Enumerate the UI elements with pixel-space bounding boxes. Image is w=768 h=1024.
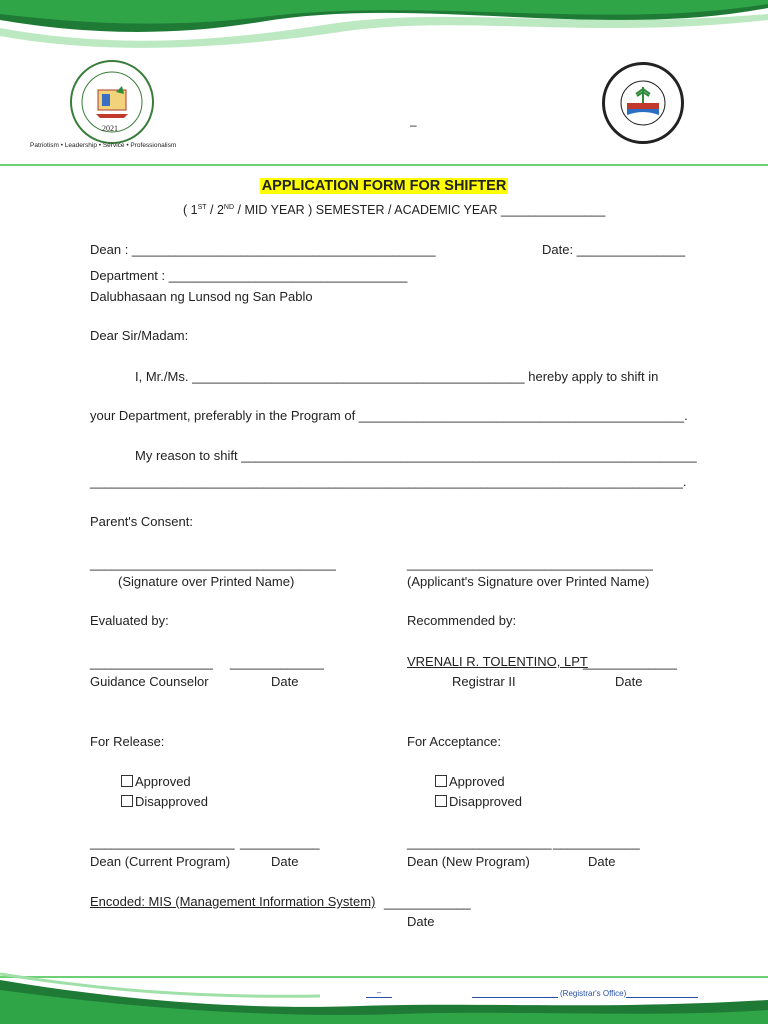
- apply-suffix: hereby apply to shift in: [524, 369, 659, 384]
- acceptance-approved-checkbox[interactable]: [435, 775, 447, 787]
- dean-new-date-line[interactable]: ____________: [553, 835, 640, 850]
- footer-office: (Registrar's Office): [560, 989, 627, 998]
- acceptance-disapproved-option[interactable]: [435, 794, 522, 809]
- semester-line: [183, 203, 605, 217]
- release-disapproved-option[interactable]: [121, 794, 208, 809]
- title-row: [0, 178, 768, 194]
- reason-row: [135, 448, 697, 463]
- guidance-date-caption: Date: [271, 674, 299, 689]
- dean-current-signature-line[interactable]: ____________________: [90, 835, 235, 850]
- release-approved-label: Approved: [135, 774, 191, 789]
- applicant-signature-caption: (Applicant's Signature over Printed Name): [407, 574, 650, 589]
- program-row: [90, 408, 688, 423]
- registrar-title: Registrar II: [452, 674, 516, 689]
- sem-rest: / MID YEAR ) SEMESTER / ACADEMIC YEAR _______________: [234, 203, 606, 217]
- encoded-by-label: Encoded: MIS (Management Information System): [90, 894, 376, 909]
- department-label: Department :: [90, 268, 169, 283]
- school-name: Dalubhasaan ng Lunsod ng San Pablo: [90, 289, 313, 304]
- reason-field[interactable]: _______________________________________________________________: [241, 448, 697, 463]
- salutation: Dear Sir/Madam:: [90, 328, 189, 343]
- dean-new-signature-line[interactable]: ____________________: [407, 835, 552, 850]
- date-row: [542, 242, 685, 257]
- sem-st: ST: [197, 203, 207, 211]
- header-separator: [0, 164, 768, 166]
- sem-nd: ND: [223, 203, 235, 211]
- city-seal-emblem: [605, 65, 681, 141]
- reason-field-2[interactable]: __________________________________________________________________________________.: [90, 474, 687, 489]
- dean-row: [90, 242, 436, 257]
- footer-mark: –: [366, 988, 392, 998]
- acceptance-approved-label: Approved: [449, 774, 505, 789]
- dean-new-date-caption: Date: [588, 854, 616, 869]
- department-row: [90, 268, 407, 283]
- city-seal: [602, 62, 684, 144]
- motto: Patriotism • Leadership • Service • Professionalism: [30, 142, 177, 149]
- dean-new-caption: Dean (New Program): [407, 854, 530, 869]
- apply-row: [135, 369, 658, 384]
- program-prefix: your Department, preferably in the Program of: [90, 408, 359, 423]
- for-acceptance-label: For Acceptance:: [407, 734, 501, 749]
- release-approved-option[interactable]: [121, 774, 191, 789]
- guidance-date-line[interactable]: _____________: [230, 655, 324, 670]
- dean-current-date-line[interactable]: ___________: [240, 835, 320, 850]
- sem-open: ( 1: [183, 203, 198, 217]
- guidance-signature-line[interactable]: _________________: [90, 655, 213, 670]
- for-release-label: For Release:: [90, 734, 165, 749]
- registrar-name: VRENALI R. TOLENTINO, LPT: [407, 654, 588, 669]
- header-center-mark: –: [410, 118, 417, 132]
- recommended-by-label: Recommended by:: [407, 613, 517, 628]
- parent-signature-caption: (Signature over Printed Name): [118, 574, 295, 589]
- dean-field[interactable]: __________________________________________: [131, 242, 436, 257]
- encoded-date-caption: Date: [407, 914, 435, 929]
- dean-label: Dean :: [90, 242, 132, 257]
- dean-current-caption: Dean (Current Program): [90, 854, 231, 869]
- apply-prefix: I, Mr./Ms.: [135, 369, 193, 384]
- reason-prefix: My reason to shift: [135, 448, 242, 463]
- applicant-signature-line[interactable]: __________________________________: [407, 556, 653, 571]
- guidance-counselor-caption: Guidance Counselor: [90, 674, 209, 689]
- parent-signature-line[interactable]: __________________________________: [90, 556, 336, 571]
- release-disapproved-checkbox[interactable]: [121, 795, 133, 807]
- release-disapproved-label: Disapproved: [135, 794, 208, 809]
- parent-consent-label: Parent's Consent:: [90, 514, 193, 529]
- university-logo-year: 2021: [102, 124, 118, 133]
- evaluated-by-label: Evaluated by:: [90, 613, 169, 628]
- applicant-name-field[interactable]: ______________________________________________: [192, 369, 525, 384]
- university-logo: [70, 60, 154, 144]
- registrar-date-line[interactable]: _____________: [583, 655, 677, 670]
- release-approved-checkbox[interactable]: [121, 775, 133, 787]
- registrar-date-caption: Date: [615, 674, 643, 689]
- encoded-date-line[interactable]: ____________: [384, 895, 471, 910]
- sem-mid: / 2: [206, 203, 224, 217]
- department-field[interactable]: _________________________________: [168, 268, 408, 283]
- program-field[interactable]: _____________________________________________.: [358, 408, 688, 423]
- acceptance-disapproved-label: Disapproved: [449, 794, 522, 809]
- footer-wave: [0, 970, 768, 1024]
- acceptance-disapproved-checkbox[interactable]: [435, 795, 447, 807]
- form-title: APPLICATION FORM FOR SHIFTER: [261, 178, 507, 194]
- date-label: Date:: [542, 242, 577, 257]
- acceptance-approved-option[interactable]: [435, 774, 505, 789]
- date-field[interactable]: _______________: [576, 242, 686, 257]
- header-wave: [0, 0, 768, 60]
- dean-current-date-caption: Date: [271, 854, 299, 869]
